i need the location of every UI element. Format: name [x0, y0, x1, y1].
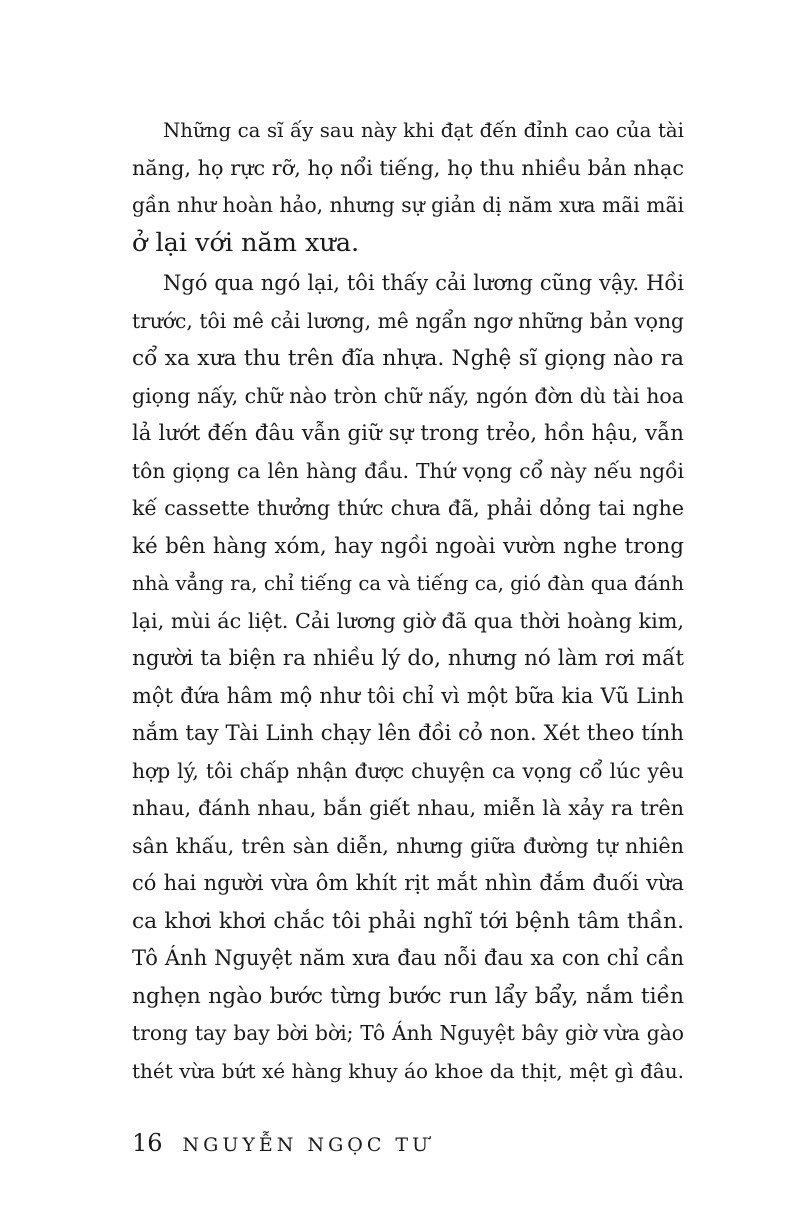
text-line: giọng nấy, chữ nào tròn chữ nấy, ngón đờn dù tài hoa [132, 383, 684, 408]
text-line: lả lướt đến đâu vẫn giữ sự trong trẻo, hồn hậu, vẫn [132, 421, 684, 446]
paragraph-2 [132, 265, 684, 1090]
text-line: ở lại với năm xưa. [132, 227, 360, 258]
text-line: Những ca sĩ ấy sau này khi đạt đến đỉnh cao của tài [163, 119, 684, 142]
text-line: Tô Ánh Nguyệt năm xưa đau nỗi đau xa con chỉ cần [132, 946, 684, 970]
text-line: sân khấu, trên sàn diễn, nhưng giữa đường tự nhiên [132, 833, 684, 858]
text-line: trong tay bay bời bời; Tô Ánh Nguyệt bây giờ vừa gào [132, 1021, 684, 1045]
text-line: hợp lý, tôi chấp nhận được chuyện ca vọng cổ lúc yêu [132, 758, 684, 783]
page-footer [132, 1128, 432, 1160]
text-line: người ta biện ra nhiều lý do, nhưng nó làm rơi mất [132, 646, 684, 671]
text-line: nhau, đánh nhau, bắn giết nhau, miễn là xảy ra trên [132, 796, 684, 820]
text-line: nhà vẳng ra, chỉ tiếng ca và tiếng ca, gió đàn qua đánh [132, 572, 684, 595]
text-line: có hai người vừa ôm khít rịt mắt nhìn đắm đuối vừa [132, 871, 684, 895]
text-line: Ngó qua ngó lại, tôi thấy cải lương cũng vậy. Hồi [163, 271, 684, 295]
text-line: nắm tay Tài Linh chạy lên đồi cỏ non. Xét theo tính [132, 721, 684, 746]
text-line: ké bên hàng xóm, hay ngồi ngoài vườn nghe trong [132, 533, 684, 559]
running-head-author: NGUYỄN NGỌC TƯ [182, 1134, 433, 1156]
paragraph-1 [132, 112, 684, 262]
text-line: nghẹn ngào bước từng bước run lẩy bẩy, nắm tiền [132, 983, 684, 1009]
text-line: một đứa hâm mộ như tôi chỉ vì một bữa kia Vũ Linh [132, 683, 684, 708]
text-line: thét vừa bứt xé hàng khuy áo khoe da thịt, mệt gì đâu. [132, 1058, 684, 1083]
text-line: lại, mùi ác liệt. Cải lương giờ đã qua thời hoàng kim, [132, 608, 684, 633]
text-line: ca khơi khơi chắc tôi phải nghĩ tới bệnh tâm thần. [132, 908, 684, 934]
text-line: gần như hoàn hảo, nhưng sự giản dị năm xưa mãi mãi [132, 193, 684, 217]
text-line: kế cassette thưởng thức chưa đã, phải dỏng tai nghe [132, 496, 684, 520]
text-line: trước, tôi mê cải lương, mê ngẩn ngơ những bản vọng [132, 308, 684, 333]
text-line: năng, họ rực rỡ, họ nổi tiếng, họ thu nhiều bản nhạc [132, 155, 684, 180]
page-number: 16 [132, 1129, 163, 1157]
text-line: cổ xa xưa thu trên đĩa nhựa. Nghệ sĩ giọng nào ra [132, 346, 684, 371]
text-line: tôn giọng ca lên hàng đầu. Thứ vọng cổ này nếu ngồi [132, 458, 684, 483]
